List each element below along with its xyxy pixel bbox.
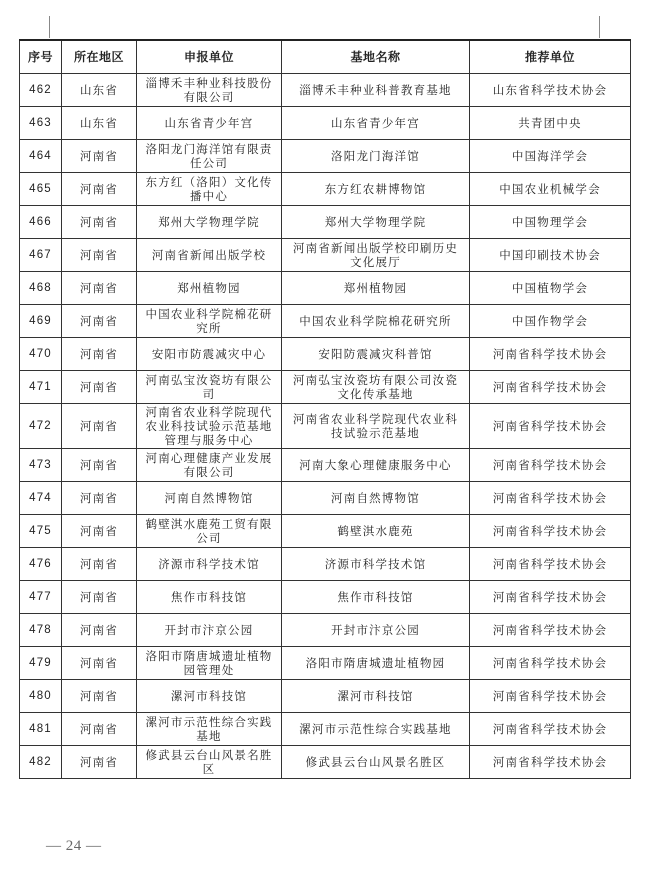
- cell-seq: 475: [20, 515, 62, 548]
- cell-region: 河南省: [62, 305, 137, 338]
- page-number: — 24 —: [46, 838, 102, 854]
- table-body: [20, 74, 631, 779]
- cell-recommender: 河南省科学技术协会: [470, 647, 631, 680]
- cell-seq: 477: [20, 581, 62, 614]
- table-row: [20, 482, 631, 515]
- cell-seq: 480: [20, 680, 62, 713]
- cell-region: 河南省: [62, 272, 137, 305]
- cell-seq: 466: [20, 206, 62, 239]
- cell-applicant: 中国农业科学院棉花研究所: [137, 305, 282, 338]
- cell-base-name: 郑州大学物理学院: [282, 206, 470, 239]
- cell-seq: 470: [20, 338, 62, 371]
- cell-region: 河南省: [62, 482, 137, 515]
- cell-applicant: 淄博禾丰种业科技股份有限公司: [137, 74, 282, 107]
- cell-applicant: 河南省农业科学院现代农业科技试验示范基地管理与服务中心: [137, 404, 282, 449]
- cell-base-name: 河南省农业科学院现代农业科技试验示范基地: [282, 404, 470, 449]
- cell-region: 河南省: [62, 173, 137, 206]
- cell-region: 河南省: [62, 548, 137, 581]
- table-row: [20, 239, 631, 272]
- table-row: [20, 173, 631, 206]
- cell-applicant: 郑州植物园: [137, 272, 282, 305]
- table-row: [20, 206, 631, 239]
- cell-applicant: 焦作市科技馆: [137, 581, 282, 614]
- cell-base-name: 鹤壁淇水鹿苑: [282, 515, 470, 548]
- cell-recommender: 河南省科学技术协会: [470, 482, 631, 515]
- cell-region: 河南省: [62, 680, 137, 713]
- cell-seq: 473: [20, 449, 62, 482]
- cell-base-name: 河南省新闻出版学校印刷历史文化展厅: [282, 239, 470, 272]
- cell-seq: 481: [20, 713, 62, 746]
- cell-applicant: 漯河市示范性综合实践基地: [137, 713, 282, 746]
- cell-region: 河南省: [62, 338, 137, 371]
- table-row: [20, 74, 631, 107]
- table-row: [20, 107, 631, 140]
- cell-applicant: 河南省新闻出版学校: [137, 239, 282, 272]
- cell-applicant: 郑州大学物理学院: [137, 206, 282, 239]
- cell-applicant: 鹤壁淇水鹿苑工贸有限公司: [137, 515, 282, 548]
- cell-base-name: 河南弘宝汝瓷坊有限公司汝瓷文化传承基地: [282, 371, 470, 404]
- table-row: [20, 371, 631, 404]
- cell-recommender: 河南省科学技术协会: [470, 515, 631, 548]
- cell-recommender: 中国物理学会: [470, 206, 631, 239]
- cell-seq: 464: [20, 140, 62, 173]
- cell-recommender: 中国海洋学会: [470, 140, 631, 173]
- cell-region: 河南省: [62, 614, 137, 647]
- cell-base-name: 漯河市示范性综合实践基地: [282, 713, 470, 746]
- cell-seq: 482: [20, 746, 62, 779]
- cell-recommender: 河南省科学技术协会: [470, 449, 631, 482]
- table-row: [20, 449, 631, 482]
- cell-recommender: 河南省科学技术协会: [470, 680, 631, 713]
- table-row: [20, 581, 631, 614]
- cell-recommender: 中国印刷技术协会: [470, 239, 631, 272]
- cell-base-name: 郑州植物园: [282, 272, 470, 305]
- table-row: [20, 614, 631, 647]
- cell-applicant: 河南弘宝汝瓷坊有限公司: [137, 371, 282, 404]
- table-row: [20, 338, 631, 371]
- cell-region: 河南省: [62, 713, 137, 746]
- cell-base-name: 开封市汴京公园: [282, 614, 470, 647]
- cell-region: 河南省: [62, 515, 137, 548]
- cell-recommender: 河南省科学技术协会: [470, 404, 631, 449]
- cell-recommender: 共青团中央: [470, 107, 631, 140]
- cell-recommender: 山东省科学技术协会: [470, 74, 631, 107]
- cell-recommender: 河南省科学技术协会: [470, 581, 631, 614]
- table-row: [20, 305, 631, 338]
- cell-recommender: 河南省科学技术协会: [470, 746, 631, 779]
- table-row: [20, 746, 631, 779]
- cell-base-name: 焦作市科技馆: [282, 581, 470, 614]
- cell-recommender: 中国植物学会: [470, 272, 631, 305]
- cell-base-name: 河南自然博物馆: [282, 482, 470, 515]
- header-seq: 序号: [20, 40, 62, 74]
- cell-region: 河南省: [62, 647, 137, 680]
- table-row: [20, 680, 631, 713]
- cell-region: 河南省: [62, 140, 137, 173]
- cell-seq: 472: [20, 404, 62, 449]
- table-row: [20, 647, 631, 680]
- header-recommender: 推荐单位: [470, 40, 631, 74]
- cell-base-name: 洛阳龙门海洋馆: [282, 140, 470, 173]
- cell-seq: 474: [20, 482, 62, 515]
- cell-applicant: 河南心理健康产业发展有限公司: [137, 449, 282, 482]
- cell-seq: 478: [20, 614, 62, 647]
- cell-applicant: 济源市科学技术馆: [137, 548, 282, 581]
- cell-applicant: 开封市汴京公园: [137, 614, 282, 647]
- cell-seq: 476: [20, 548, 62, 581]
- cell-base-name: 济源市科学技术馆: [282, 548, 470, 581]
- cell-base-name: 东方红农耕博物馆: [282, 173, 470, 206]
- cell-region: 河南省: [62, 746, 137, 779]
- cell-base-name: 漯河市科技馆: [282, 680, 470, 713]
- cell-recommender: 河南省科学技术协会: [470, 614, 631, 647]
- cell-applicant: 山东省青少年宫: [137, 107, 282, 140]
- cell-recommender: 河南省科学技术协会: [470, 713, 631, 746]
- cell-applicant: 东方红（洛阳）文化传播中心: [137, 173, 282, 206]
- crop-mark-left: [49, 16, 50, 38]
- cell-recommender: 河南省科学技术协会: [470, 371, 631, 404]
- cell-applicant: 洛阳龙门海洋馆有限责任公司: [137, 140, 282, 173]
- cell-base-name: 中国农业科学院棉花研究所: [282, 305, 470, 338]
- cell-base-name: 修武县云台山风景名胜区: [282, 746, 470, 779]
- cell-seq: 479: [20, 647, 62, 680]
- cell-seq: 468: [20, 272, 62, 305]
- cell-base-name: 洛阳市隋唐城遗址植物园: [282, 647, 470, 680]
- table-header-row: [20, 40, 631, 74]
- cell-applicant: 安阳市防震减灾中心: [137, 338, 282, 371]
- cell-region: 河南省: [62, 206, 137, 239]
- cell-applicant: 漯河市科技馆: [137, 680, 282, 713]
- table-row: [20, 713, 631, 746]
- cell-region: 山东省: [62, 107, 137, 140]
- cell-base-name: 安阳防震减灾科普馆: [282, 338, 470, 371]
- cell-region: 河南省: [62, 371, 137, 404]
- cell-seq: 467: [20, 239, 62, 272]
- table-row: [20, 272, 631, 305]
- cell-seq: 471: [20, 371, 62, 404]
- table-row: [20, 140, 631, 173]
- cell-seq: 463: [20, 107, 62, 140]
- cell-base-name: 河南大象心理健康服务中心: [282, 449, 470, 482]
- table-row: [20, 515, 631, 548]
- cell-applicant: 河南自然博物馆: [137, 482, 282, 515]
- table-row: [20, 404, 631, 449]
- table-row: [20, 548, 631, 581]
- header-applicant: 申报单位: [137, 40, 282, 74]
- crop-mark-right: [599, 16, 600, 38]
- cell-seq: 469: [20, 305, 62, 338]
- cell-region: 河南省: [62, 449, 137, 482]
- cell-base-name: 淄博禾丰种业科普教育基地: [282, 74, 470, 107]
- cell-base-name: 山东省青少年宫: [282, 107, 470, 140]
- cell-applicant: 洛阳市隋唐城遗址植物园管理处: [137, 647, 282, 680]
- cell-applicant: 修武县云台山风景名胜区: [137, 746, 282, 779]
- cell-recommender: 河南省科学技术协会: [470, 338, 631, 371]
- cell-region: 河南省: [62, 404, 137, 449]
- recommendation-table: [19, 39, 631, 779]
- cell-recommender: 中国农业机械学会: [470, 173, 631, 206]
- cell-recommender: 河南省科学技术协会: [470, 548, 631, 581]
- header-region: 所在地区: [62, 40, 137, 74]
- cell-recommender: 中国作物学会: [470, 305, 631, 338]
- cell-seq: 465: [20, 173, 62, 206]
- cell-seq: 462: [20, 74, 62, 107]
- cell-region: 山东省: [62, 74, 137, 107]
- cell-region: 河南省: [62, 581, 137, 614]
- cell-region: 河南省: [62, 239, 137, 272]
- header-base-name: 基地名称: [282, 40, 470, 74]
